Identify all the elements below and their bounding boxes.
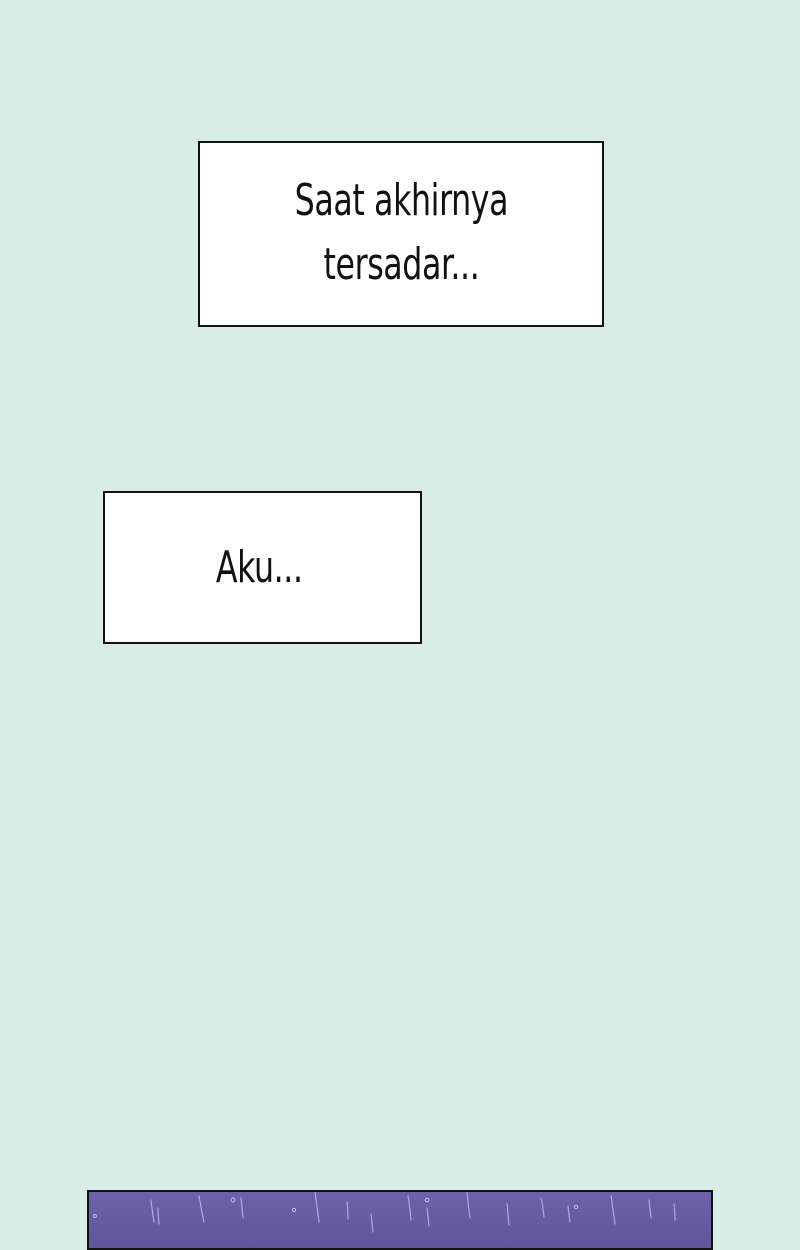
rain-panel <box>87 1190 713 1250</box>
caption-line: tersadar... <box>323 239 479 290</box>
caption-line: Saat akhirnya <box>294 175 508 226</box>
caption-text <box>268 169 535 297</box>
caption-line: Aku... <box>216 541 303 593</box>
caption-box <box>103 491 422 644</box>
rain-illustration <box>89 1192 711 1250</box>
caption-box <box>198 141 604 327</box>
